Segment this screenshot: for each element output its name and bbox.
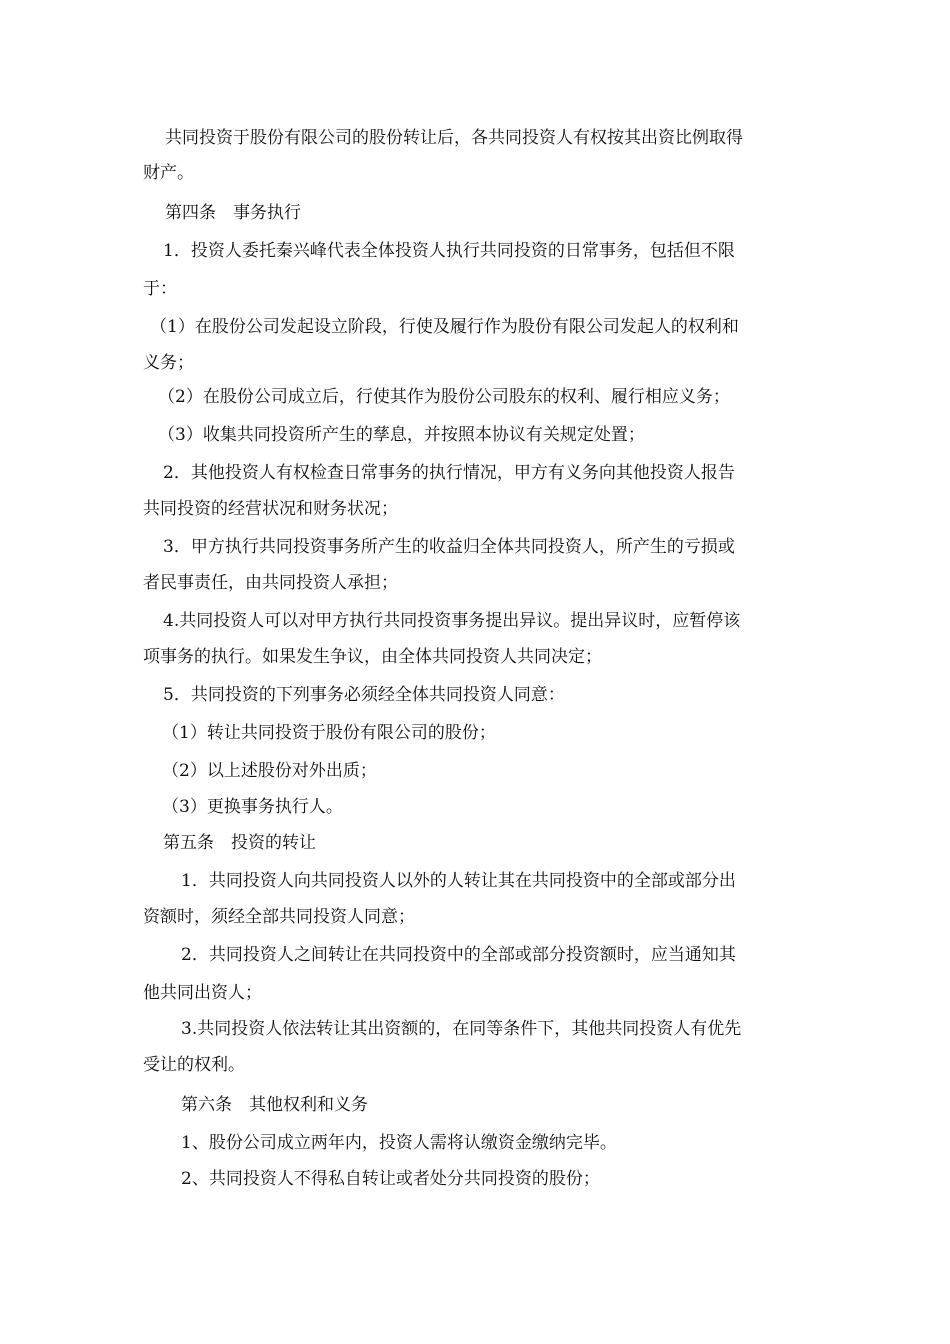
paragraph-line: 2．共同投资人之间转让在共同投资中的全部或部分投资额时，应当通知其 xyxy=(181,945,736,965)
paragraph-line: （1）转让共同投资于股份有限公司的股份； xyxy=(162,723,496,743)
paragraph-line: 共同投资于股份有限公司的股份转让后，各共同投资人有权按其出资比例取得 xyxy=(165,128,743,148)
paragraph-line: 2．其他投资人有权检查日常事务的执行情况，甲方有义务向其他投资人报告 xyxy=(163,463,735,483)
paragraph-line: 4.共同投资人可以对甲方执行共同投资事务提出异议。提出异议时，应暂停该 xyxy=(163,611,741,631)
paragraph-line: （2）以上述股份对外出质； xyxy=(162,761,377,781)
paragraph-line: （3）更换事务执行人。 xyxy=(162,797,343,817)
paragraph-line: （3）收集共同投资所产生的孳息，并按照本协议有关规定处置； xyxy=(158,425,645,445)
paragraph-line: 资额时，须经全部共同投资人同意； xyxy=(143,907,415,927)
paragraph-line: 项事务的执行。如果发生争议，由全体共同投资人共同决定； xyxy=(143,647,602,667)
paragraph-line: 财产。 xyxy=(143,163,194,183)
paragraph-line: 共同投资的经营状况和财务状况； xyxy=(143,499,398,519)
article-heading: 第六条 其他权利和义务 xyxy=(181,1095,368,1115)
paragraph-line: 他共同出资人； xyxy=(143,983,262,1003)
article-heading: 第四条 事务执行 xyxy=(165,203,301,223)
paragraph-line: 1．共同投资人向共同投资人以外的人转让其在共同投资中的全部或部分出 xyxy=(181,871,736,891)
paragraph-line: （2）在股份公司成立后，行使其作为股份公司股东的权利、履行相应义务； xyxy=(158,387,730,407)
paragraph-line: 1．投资人委托秦兴峰代表全体投资人执行共同投资的日常事务，包括但不限 xyxy=(163,241,735,261)
paragraph-line: 1、股份公司成立两年内，投资人需将认缴资金缴纳完毕。 xyxy=(181,1133,617,1153)
paragraph-line: （1）在股份公司发起设立阶段，行使及履行作为股份有限公司发起人的权利和 xyxy=(150,317,739,337)
article-heading: 第五条 投资的转让 xyxy=(163,833,316,853)
paragraph-line: 2、共同投资人不得私自转让或者处分共同投资的股份； xyxy=(181,1169,600,1189)
paragraph-line: 于： xyxy=(143,279,177,299)
paragraph-line: 3.共同投资人依法转让其出资额的，在同等条件下，其他共同投资人有优先 xyxy=(181,1019,742,1039)
paragraph-line: 5．共同投资的下列事务必须经全体共同投资人同意： xyxy=(163,685,565,705)
paragraph-line: 受让的权利。 xyxy=(143,1055,245,1075)
paragraph-line: 者民事责任，由共同投资人承担； xyxy=(143,573,398,593)
paragraph-line: 3．甲方执行共同投资事务所产生的收益归全体共同投资人，所产生的亏损或 xyxy=(163,537,735,557)
paragraph-line: 义务； xyxy=(143,353,194,373)
